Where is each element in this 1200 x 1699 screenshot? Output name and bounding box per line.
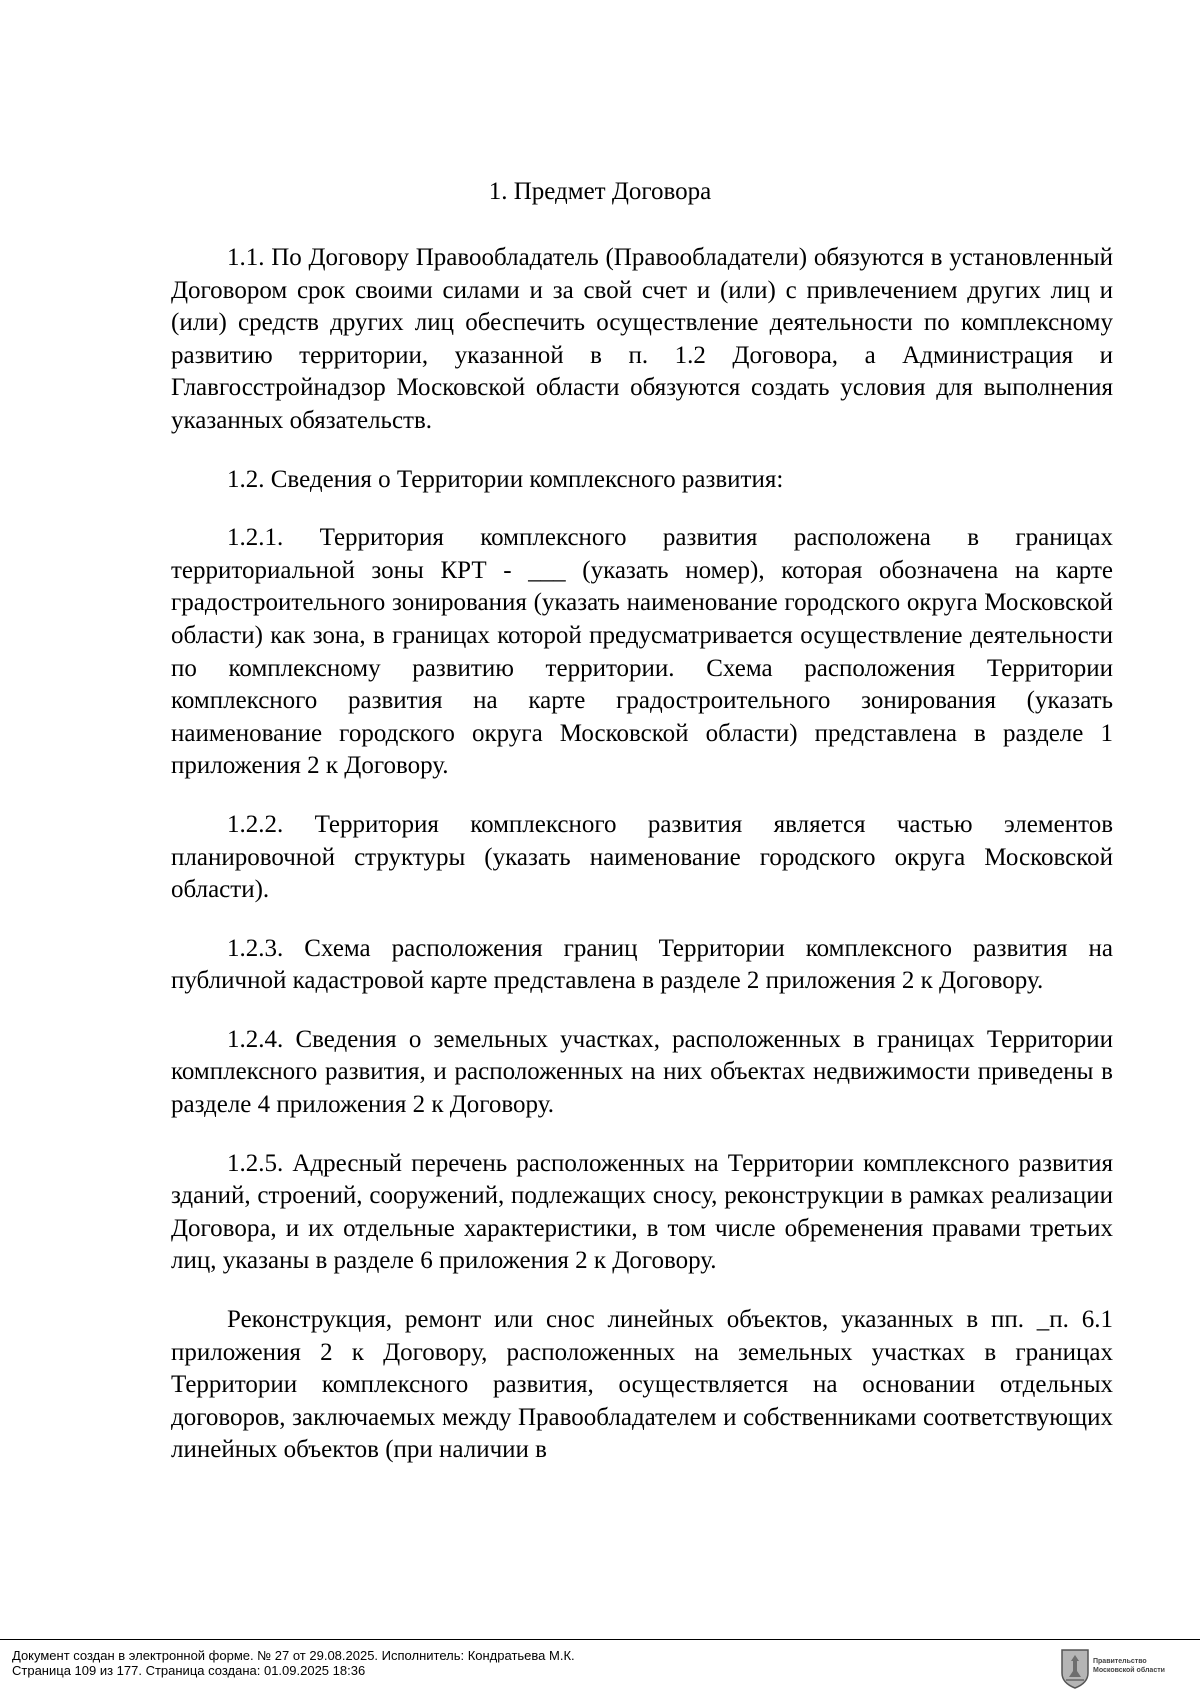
section-title: 1. Предмет Договора: [488, 178, 712, 205]
paragraph-1-2-2: 1.2.2. Территория комплексного развития является частью элементов планировочной структуры (указать наименование городского округа Московской области).: [171, 810, 1113, 904]
paragraph-1-2-4: 1.2.4. Сведения о земельных участках, расположенных в границах Территории комплексного развития, и расположенных на них объектах недвижимости приведены в разделе 4 приложения 2 к Договору.: [171, 1025, 1113, 1119]
paragraph-1-2-5: 1.2.5. Адресный перечень расположенных на Территории комплексного развития зданий, строений, сооружений, подлежащих сносу, реконструкции в рамках реализации Договора, и их отдельные характеристики, в том числе обременения правами третьих лиц, указаны в разделе 6 приложения 2 к Договору.: [171, 1149, 1113, 1275]
footer-page-info: Страница 109 из 177. Страница создана: 01.09.2025 18:36: [12, 1663, 366, 1678]
document-body: [171, 242, 1113, 1467]
logo-caption: [1093, 1657, 1165, 1675]
paragraph-1-2: 1.2. Сведения о Территории комплексного развития:: [227, 465, 784, 493]
paragraph-reconstruction: Реконструкция, ремонт или снос линейных объектов, указанных в пп. _п. 6.1 приложения 2 к Договору, расположенных на земельных участках в границах Территории комплексного развития, осуществляется на основании отдельных договоров, заключаемых между Правообладателем и собственниками соответствующих линейных объектов (при наличии в: [171, 1306, 1113, 1464]
page-footer: [0, 1639, 1200, 1699]
government-logo: [1060, 1647, 1190, 1689]
footer-document-info: Документ создан в электронной форме. № 27 от 29.08.2025. Исполнитель: Кондратьева М.К.: [12, 1648, 575, 1663]
coat-of-arms-icon: [1060, 1647, 1090, 1689]
logo-caption-line2: Московской области: [1093, 1667, 1165, 1674]
logo-caption-line1: Правительство: [1093, 1658, 1147, 1665]
paragraph-1-2-1: 1.2.1. Территория комплексного развития расположена в границах территориальной зоны КРТ - ___ (указать номер), которая обозначена на карте градостроительного зонирования (указать наименование городского округа Московской области) как зона, в границах которой предусматривается осуществление деятельности по комплексному развитию территории. Схема расположения Территории комплексного развития на карте градостроительного зонирования (указать наименование городского округа Московской области) представлена в разделе 1 приложения 2 к Договору.: [171, 524, 1113, 780]
paragraph-1-2-3: 1.2.3. Схема расположения границ Территории комплексного развития на публичной кадастровой карте представлена в разделе 2 приложения 2 к Договору.: [171, 934, 1113, 995]
paragraph-1-1: 1.1. По Договору Правообладатель (Правообладатели) обязуются в установленный Договором срок своими силами и за свой счет и (или) с привлечением других лиц и (или) средств других лиц обеспечить осуществление деятельности по комплексному развитию территории, указанной в п. 1.2 Договора, а Администрация и Главгосстройнадзор Московской области обязуются создать условия для выполнения указанных обязательств.: [171, 244, 1113, 434]
